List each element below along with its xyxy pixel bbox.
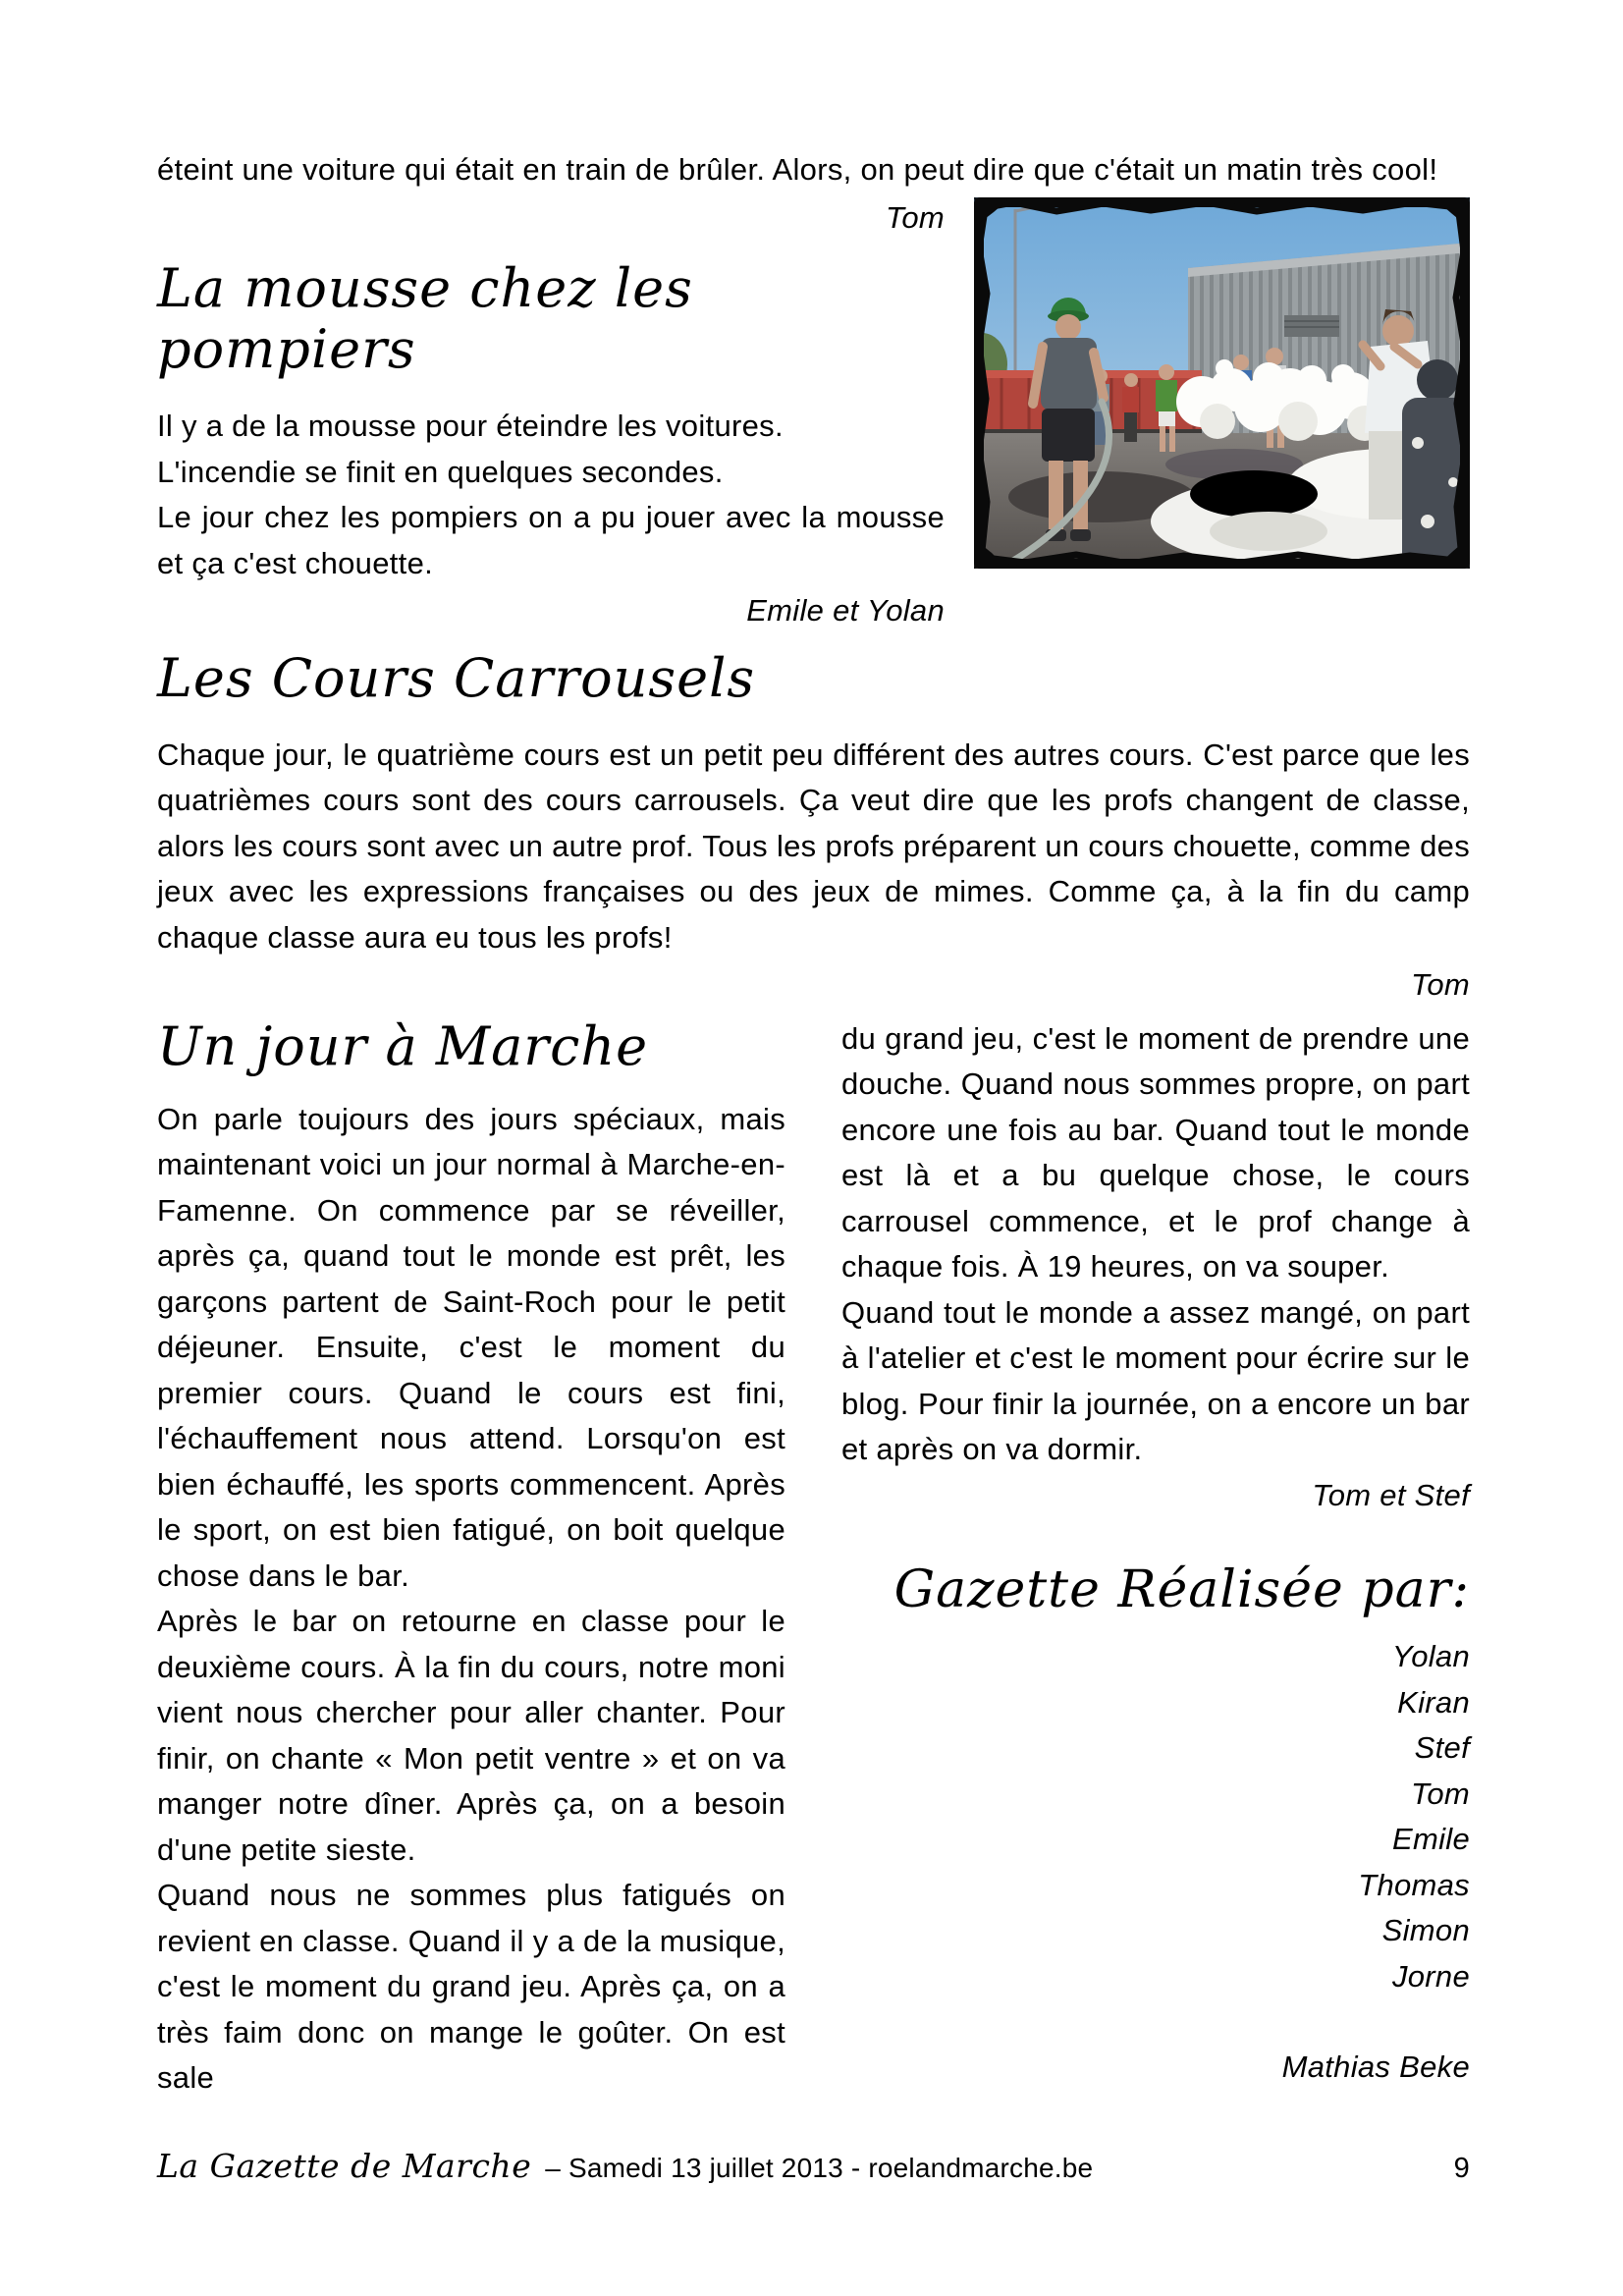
page-footer — [157, 2146, 1470, 2188]
intro-paragraph: éteint une voiture qui était en train de brûler. Alors, on peut dire que c'était un matin très cool! — [157, 152, 1438, 187]
firefighter-foam-photo — [974, 197, 1470, 569]
jour-section-title: Un jour à Marche — [157, 1014, 649, 1077]
jour-paragraph: Après le bar on retourne en classe pour le deuxième cours. À la fin du cours, notre moni vient nous chercher pour aller chanter. Pour finir, on chante « Mon petit ventre » et on va manger notre dîner. Après ça, on a besoin d'une petite sieste. — [157, 1604, 785, 1867]
contributor-name: Yolan — [1391, 1639, 1470, 1674]
intro-byline: Tom — [885, 199, 945, 235]
carrousels-section-title: Les Cours Carrousels — [157, 646, 756, 709]
footer-date-site: – Samedi 13 juillet 2013 - roelandmarche.be — [545, 2153, 1094, 2183]
jour-byline: Tom et Stef — [1312, 1477, 1470, 1512]
contributor-name: Kiran — [1397, 1684, 1470, 1720]
contributor-name: Emile — [1391, 1822, 1470, 1857]
carrousels-byline: Tom — [1410, 967, 1470, 1003]
mousse-section-title: La mousse chez les pompiers — [157, 257, 693, 381]
left-column — [157, 1016, 785, 2102]
two-column-article — [157, 1016, 1470, 2102]
footer-brand: La Gazette de Marche — [157, 2147, 532, 2185]
foam-photo-illustration — [974, 197, 1470, 569]
page-number: 9 — [1453, 2153, 1470, 2184]
jour-paragraph: On parle toujours des jours spéciaux, mais maintenant voici un jour normal à Marche-en-Famenne. On commence par se réveiller, après ça, quand tout le monde est prêt, les garçons partent de Saint-Roch pour le petit déjeuner. Ensuite, c'est le moment du premier cours. Quand le cours est fini, l'échauffement nous attend. Lorsqu'on est bien échauffé, les sports commencent. Après le sport, on est bien fatigué, on boit quelque chose dans le bar. — [157, 1101, 785, 1593]
contributor-name: Simon — [1381, 1913, 1470, 1948]
mousse-line: L'incendie se finit en quelques secondes. — [157, 454, 724, 489]
contributor-name: Tom — [1410, 1776, 1470, 1811]
jour-paragraph: Quand nous ne sommes plus fatigués on revient en classe. Quand il y a de la musique, c'est le moment du grand jeu. Après ça, on a très faim donc on mange le goûter. On est sale — [157, 1878, 785, 2096]
jour-paragraph-continued: Quand tout le monde a assez mangé, on part à l'atelier et c'est le moment pour écrire sur le blog. Pour finir la journée, on a encore un bar et après on va dormir. — [841, 1294, 1470, 1467]
contributor-name: Jorne — [1391, 1958, 1470, 1994]
gazette-credits-title: Gazette Réalisée par: — [893, 1560, 1470, 1620]
mousse-line: Le jour chez les pompiers on a pu jouer avec la mousse et ça c'est chouette. — [157, 500, 945, 580]
mousse-line: Il y a de la mousse pour éteindre les voitures. — [157, 409, 784, 444]
contributor-names-list — [841, 1634, 1470, 1999]
contributor-name: Stef — [1414, 1730, 1470, 1766]
carrousels-paragraph: Chaque jour, le quatrième cours est un petit peu différent des autres cours. C'est parce que les quatrièmes cours sont des cours carrousels. Ça veut dire que les profs changent de classe, alors les cours sont avec un autre prof. Tous les profs préparent un cours chouette, comme des jeux avec les expressions françaises ou des jeux de mimes. Comme ça, à la fin du camp chaque classe aura eu tous les profs! — [157, 737, 1470, 955]
contributor-name: Thomas — [1358, 1867, 1470, 1902]
right-column — [841, 1016, 1470, 2102]
gazette-author: Mathias Beke — [1281, 2050, 1470, 2085]
jour-paragraph-continued: du grand jeu, c'est le moment de prendre une douche. Quand nous sommes propre, on part encore une fois au bar. Quand tout le monde est là et a bu quelque chose, le cours carrousel commence, et le prof change à chaque fois. À 19 heures, on va souper. — [841, 1020, 1470, 1285]
mousse-byline: Emile et Yolan — [746, 593, 945, 629]
